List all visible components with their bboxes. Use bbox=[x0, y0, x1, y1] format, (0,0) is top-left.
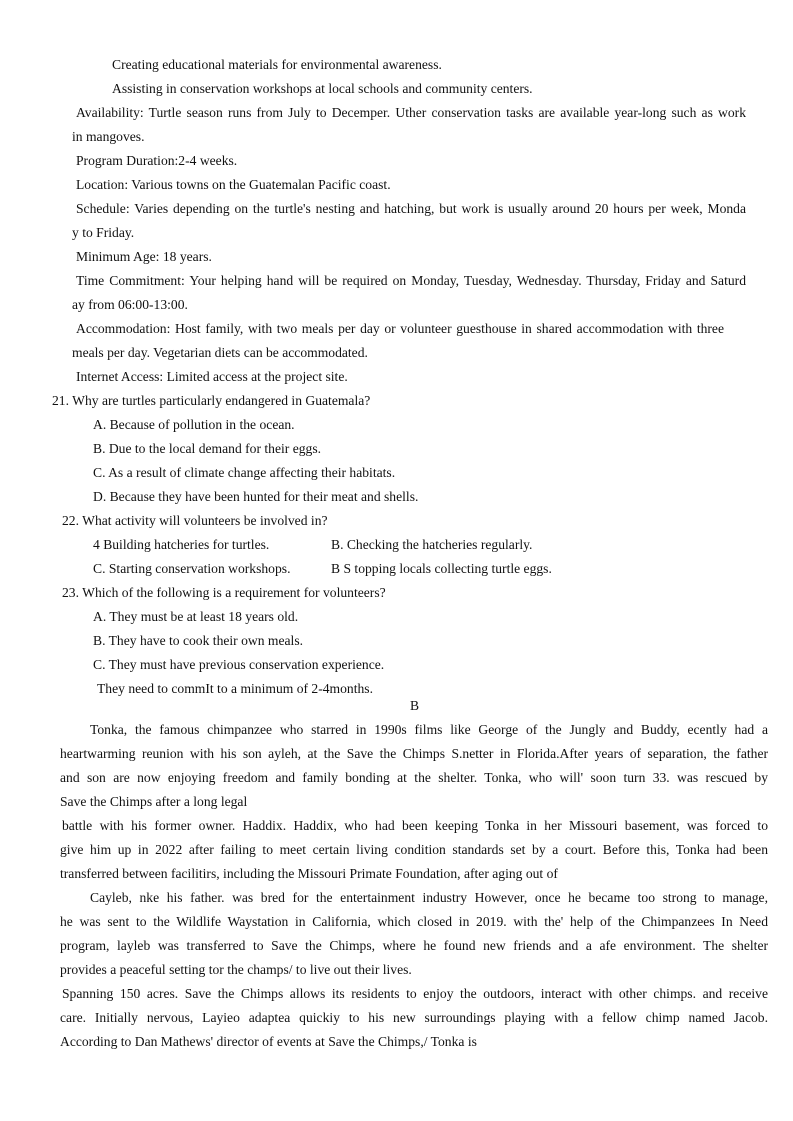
internet-text: Internet Access: Limited access at the project site. bbox=[76, 369, 348, 384]
option: D. Because they have been hunted for their meat and shells. bbox=[93, 489, 419, 504]
passage-line: he was sent to the Wildlife Waystation in California, which closed in 2019. with the' help of the Chimpanzees In Need bbox=[60, 914, 768, 929]
question-23: 23. Which of the following is a requirement for volunteers? bbox=[62, 585, 386, 600]
passage-line: battle with his former owner. Haddix. Haddix, who had been keeping Tonka in her Missouri basement, was forced to bbox=[62, 818, 768, 833]
schedule-text: Schedule: Varies depending on the turtle's nesting and hatching, but work is usually around 20 hours per week, Monda bbox=[76, 201, 746, 216]
option: They need to commIt to a minimum of 2-4months. bbox=[97, 681, 373, 696]
option: B. Due to the local demand for their eggs. bbox=[93, 441, 322, 456]
passage-line: transferred between facilitirs, including the Missouri Primate Foundation, after aging out of bbox=[60, 866, 558, 881]
option: C. As a result of climate change affecting their habitats. bbox=[93, 465, 396, 480]
accommodation-text: Accommodation: Host family, with two meals per day or volunteer guesthouse in shared accommodation with three bbox=[76, 321, 724, 336]
duration-text: Program Duration:2-4 weeks. bbox=[76, 153, 238, 168]
time-commitment-text: ay from 06:00-13:00. bbox=[72, 297, 188, 312]
passage-line: and son are now enjoying freedom and family bonding at the shelter. Tonka, who will' soon turn 33. was rescued by bbox=[60, 770, 768, 785]
activity-item: Creating educational materials for environmental awareness. bbox=[112, 57, 442, 72]
passage-line: provides a peaceful setting tor the champs/ to live out their lives. bbox=[60, 962, 412, 977]
passage-line: heartwarming reunion with his son ayleh, at the Save the Chimps S.netter in Florida.After years of separation, the father bbox=[60, 746, 768, 761]
option: B. Checking the hatcheries regularly. bbox=[331, 537, 533, 552]
activity-item: Assisting in conservation workshops at local schools and community centers. bbox=[112, 81, 533, 96]
question-21: 21. Why are turtles particularly endangered in Guatemala? bbox=[52, 393, 371, 408]
min-age-text: Minimum Age: 18 years. bbox=[76, 249, 212, 264]
option: C. Starting conservation workshops. bbox=[93, 561, 291, 576]
location-text: Location: Various towns on the Guatemalan Pacific coast. bbox=[76, 177, 391, 192]
passage-line: Cayleb, nke his father. was bred for the entertainment industry However, once he became too strong to manage, bbox=[90, 890, 768, 905]
passage-line: According to Dan Mathews' director of events at Save the Chimps,/ Tonka is bbox=[60, 1034, 477, 1049]
option: B S topping locals collecting turtle eggs. bbox=[331, 561, 552, 576]
passage-line: Tonka, the famous chimpanzee who starred in 1990s films like George of the Jungly and Buddy, ecently had a bbox=[90, 722, 768, 737]
option: A. Because of pollution in the ocean. bbox=[93, 417, 295, 432]
availability-text: in mangoves. bbox=[72, 129, 145, 144]
section-heading: B bbox=[410, 698, 420, 713]
time-commitment-text: Time Commitment: Your helping hand will be required on Monday, Tuesday, Wednesday. Thursday, Friday and Saturd bbox=[76, 273, 746, 288]
passage-line: Save the Chimps after a long legal bbox=[60, 794, 248, 809]
option: C. They must have previous conservation experience. bbox=[93, 657, 385, 672]
option: 4 Building hatcheries for turtles. bbox=[93, 537, 270, 552]
option: B. They have to cook their own meals. bbox=[93, 633, 304, 648]
accommodation-text: meals per day. Vegetarian diets can be accommodated. bbox=[72, 345, 368, 360]
schedule-text: y to Friday. bbox=[72, 225, 135, 240]
option: A. They must be at least 18 years old. bbox=[93, 609, 299, 624]
passage-line: give him up in 2022 after failing to meet certain living condition standards set by a court. Before this, Tonka had been bbox=[60, 842, 768, 857]
passage-line: program, layleb was transferred to Save the Chimps, where he found new friends and a afe environment. The shelter bbox=[60, 938, 768, 953]
passage-line: Spanning 150 acres. Save the Chimps allows its residents to enjoy the outdoors, interact with other chimps. and receive bbox=[62, 986, 768, 1001]
passage-line: care. Initially nervous, Layieo adaptea quickiy to his new surroundings playing with a fellow chimp named Jacob. bbox=[60, 1010, 768, 1025]
question-22: 22. What activity will volunteers be involved in? bbox=[62, 513, 328, 528]
availability-text: Availability: Turtle season runs from July to Decemper. Uther conservation tasks are available year-long such as work bbox=[76, 105, 746, 120]
